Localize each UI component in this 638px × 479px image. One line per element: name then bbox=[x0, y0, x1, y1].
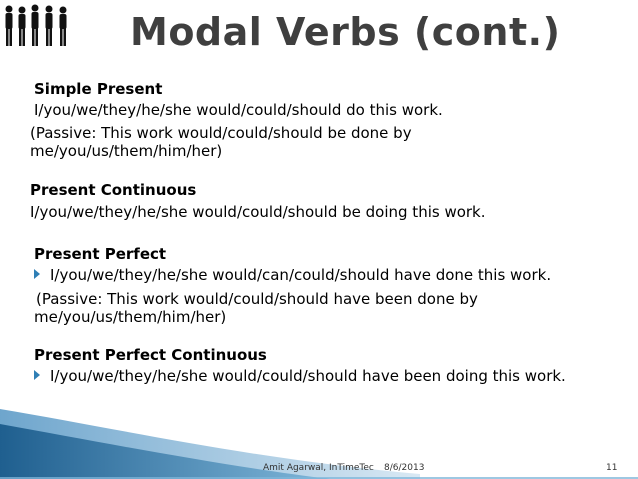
simple-present-line: I/you/we/they/he/she would/could/should do this work. bbox=[34, 101, 443, 119]
heading-present-perfect: Present Perfect bbox=[34, 245, 167, 263]
present-perfect-continuous-line bbox=[34, 367, 566, 385]
footer-page-number: 11 bbox=[606, 463, 618, 473]
present-perfect-line bbox=[34, 266, 551, 284]
people-silhouettes-icon bbox=[2, 2, 76, 48]
heading-present-perfect-continuous: Present Perfect Continuous bbox=[34, 346, 267, 364]
heading-simple-present: Simple Present bbox=[34, 80, 163, 98]
present-perfect-passive-1: (Passive: This work would/could/should have been done by bbox=[36, 290, 478, 308]
simple-present-passive-1: (Passive: This work would/could/should be done by bbox=[30, 124, 412, 142]
heading-present-continuous: Present Continuous bbox=[30, 181, 197, 199]
present-continuous-line: I/you/we/they/he/she would/could/should be doing this work. bbox=[30, 203, 486, 221]
footer-date: 8/6/2013 bbox=[384, 463, 425, 473]
simple-present-passive-2: me/you/us/them/him/her) bbox=[30, 142, 223, 160]
present-perfect-text: I/you/we/they/he/she would/can/could/should have done this work. bbox=[50, 266, 552, 284]
present-perfect-passive-2: me/you/us/them/him/her) bbox=[34, 308, 227, 326]
triangle-bullet-icon bbox=[34, 269, 40, 279]
footer-author: Amit Agarwal, InTimeTec bbox=[263, 463, 374, 473]
slide-title: Modal Verbs (cont.) bbox=[130, 10, 561, 54]
triangle-bullet-icon bbox=[34, 370, 40, 380]
present-perfect-continuous-text: I/you/we/they/he/she would/could/should have been doing this work. bbox=[50, 367, 566, 385]
